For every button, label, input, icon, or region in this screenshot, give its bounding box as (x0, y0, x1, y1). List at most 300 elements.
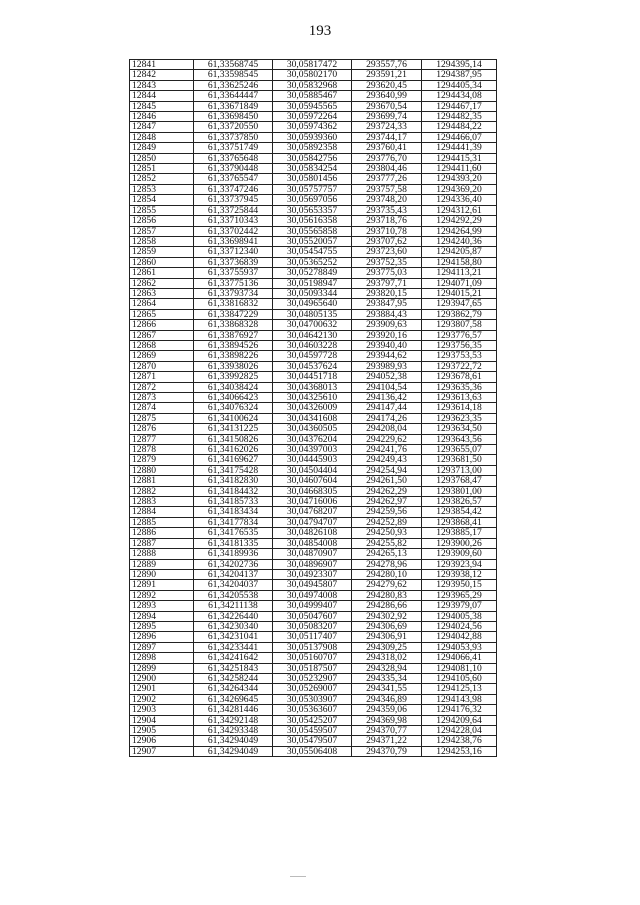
latitude-cell: 61,33712340 (194, 247, 273, 257)
longitude-cell: 30,04360505 (273, 424, 352, 434)
latitude-cell: 61,33876927 (194, 330, 273, 340)
table-row (130, 497, 497, 507)
table-row (130, 299, 497, 309)
y-coordinate-cell: 1293776,57 (422, 330, 497, 340)
y-coordinate-cell: 1294071,09 (422, 278, 497, 288)
table-row (130, 590, 497, 600)
table-row (130, 559, 497, 569)
y-coordinate-cell: 1293681,50 (422, 455, 497, 465)
y-coordinate-cell: 1293854,42 (422, 507, 497, 517)
latitude-cell: 61,34066423 (194, 393, 273, 403)
longitude-cell: 30,04974008 (273, 590, 352, 600)
x-coordinate-cell: 293776,70 (352, 153, 422, 163)
x-coordinate-cell: 294262,97 (352, 497, 422, 507)
longitude-cell: 30,05565858 (273, 226, 352, 236)
latitude-cell: 61,34264344 (194, 684, 273, 694)
point-id-cell: 12877 (130, 434, 194, 444)
longitude-cell: 30,04341608 (273, 413, 352, 423)
table-row (130, 611, 497, 621)
table-row (130, 257, 497, 267)
latitude-cell: 61,34293348 (194, 726, 273, 736)
x-coordinate-cell: 293591,21 (352, 70, 422, 80)
x-coordinate-cell: 293847,95 (352, 299, 422, 309)
point-id-cell: 12903 (130, 705, 194, 715)
point-id-cell: 12882 (130, 486, 194, 496)
point-id-cell: 12861 (130, 268, 194, 278)
latitude-cell: 61,34231041 (194, 632, 273, 642)
x-coordinate-cell: 293777,26 (352, 174, 422, 184)
latitude-cell: 61,34183434 (194, 507, 273, 517)
y-coordinate-cell: 1294081,10 (422, 663, 497, 673)
point-id-cell: 12868 (130, 340, 194, 350)
point-id-cell: 12899 (130, 663, 194, 673)
y-coordinate-cell: 1293623,35 (422, 413, 497, 423)
point-id-cell: 12847 (130, 122, 194, 132)
table-row (130, 153, 497, 163)
table-row (130, 549, 497, 559)
x-coordinate-cell: 294370,77 (352, 726, 422, 736)
latitude-cell: 61,34076324 (194, 403, 273, 413)
table-row (130, 309, 497, 319)
latitude-cell: 61,34182830 (194, 476, 273, 486)
y-coordinate-cell: 1293643,56 (422, 434, 497, 444)
y-coordinate-cell: 1293950,15 (422, 580, 497, 590)
latitude-cell: 61,33737945 (194, 195, 273, 205)
longitude-cell: 30,04445903 (273, 455, 352, 465)
point-id-cell: 12898 (130, 653, 194, 663)
table-row (130, 726, 497, 736)
longitude-cell: 30,05945565 (273, 101, 352, 111)
latitude-cell: 61,33737850 (194, 132, 273, 142)
table-row (130, 184, 497, 194)
longitude-cell: 30,05232907 (273, 673, 352, 683)
x-coordinate-cell: 293710,78 (352, 226, 422, 236)
point-id-cell: 12869 (130, 351, 194, 361)
table-row (130, 60, 497, 70)
longitude-cell: 30,05117407 (273, 632, 352, 642)
table-row (130, 434, 497, 444)
y-coordinate-cell: 1293923,94 (422, 559, 497, 569)
longitude-cell: 30,04642130 (273, 330, 352, 340)
table-row (130, 673, 497, 683)
point-id-cell: 12906 (130, 736, 194, 746)
y-coordinate-cell: 1293655,07 (422, 445, 497, 455)
longitude-cell: 30,04603228 (273, 340, 352, 350)
x-coordinate-cell: 294278,96 (352, 559, 422, 569)
table-row (130, 445, 497, 455)
point-id-cell: 12843 (130, 80, 194, 90)
y-coordinate-cell: 1293862,79 (422, 309, 497, 319)
longitude-cell: 30,05278849 (273, 268, 352, 278)
longitude-cell: 30,05817472 (273, 60, 352, 70)
longitude-cell: 30,04607604 (273, 476, 352, 486)
latitude-cell: 61,34202736 (194, 559, 273, 569)
y-coordinate-cell: 1294228,04 (422, 726, 497, 736)
longitude-cell: 30,05802170 (273, 70, 352, 80)
table-row (130, 486, 497, 496)
point-id-cell: 12905 (130, 726, 194, 736)
y-coordinate-cell: 1293807,58 (422, 320, 497, 330)
y-coordinate-cell: 1294240,36 (422, 236, 497, 246)
x-coordinate-cell: 294104,54 (352, 382, 422, 392)
latitude-cell: 61,34241642 (194, 653, 273, 663)
longitude-cell: 30,04376204 (273, 434, 352, 444)
point-id-cell: 12878 (130, 445, 194, 455)
table-row (130, 684, 497, 694)
table-row (130, 320, 497, 330)
table-body (130, 60, 497, 757)
y-coordinate-cell: 1293768,47 (422, 476, 497, 486)
x-coordinate-cell: 294254,94 (352, 465, 422, 475)
footer-mark (290, 876, 306, 877)
latitude-cell: 61,33598545 (194, 70, 273, 80)
latitude-cell: 61,33847229 (194, 309, 273, 319)
x-coordinate-cell: 294174,26 (352, 413, 422, 423)
latitude-cell: 61,34233441 (194, 642, 273, 652)
y-coordinate-cell: 1294015,21 (422, 288, 497, 298)
y-coordinate-cell: 1294238,76 (422, 736, 497, 746)
point-id-cell: 12850 (130, 153, 194, 163)
point-id-cell: 12896 (130, 632, 194, 642)
table-row (130, 195, 497, 205)
longitude-cell: 30,05974362 (273, 122, 352, 132)
table-row (130, 403, 497, 413)
y-coordinate-cell: 1294209,64 (422, 715, 497, 725)
longitude-cell: 30,04504404 (273, 465, 352, 475)
longitude-cell: 30,04945807 (273, 580, 352, 590)
y-coordinate-cell: 1294176,32 (422, 705, 497, 715)
latitude-cell: 61,34230340 (194, 621, 273, 631)
x-coordinate-cell: 293804,46 (352, 164, 422, 174)
table-row (130, 132, 497, 142)
x-coordinate-cell: 294265,13 (352, 549, 422, 559)
table-row (130, 580, 497, 590)
y-coordinate-cell: 1293826,57 (422, 497, 497, 507)
longitude-cell: 30,05972264 (273, 112, 352, 122)
latitude-cell: 61,34038424 (194, 382, 273, 392)
latitude-cell: 61,33702442 (194, 226, 273, 236)
y-coordinate-cell: 1294466,07 (422, 132, 497, 142)
point-id-cell: 12907 (130, 746, 194, 756)
x-coordinate-cell: 293718,76 (352, 216, 422, 226)
table-row (130, 164, 497, 174)
longitude-cell: 30,05653357 (273, 205, 352, 215)
latitude-cell: 61,34211138 (194, 601, 273, 611)
x-coordinate-cell: 293724,33 (352, 122, 422, 132)
point-id-cell: 12853 (130, 184, 194, 194)
table-row (130, 361, 497, 371)
point-id-cell: 12890 (130, 569, 194, 579)
latitude-cell: 61,34292148 (194, 715, 273, 725)
table-row (130, 601, 497, 611)
x-coordinate-cell: 293989,93 (352, 361, 422, 371)
table-row (130, 705, 497, 715)
x-coordinate-cell: 294147,44 (352, 403, 422, 413)
y-coordinate-cell: 1294405,34 (422, 80, 497, 90)
point-id-cell: 12885 (130, 517, 194, 527)
x-coordinate-cell: 293944,62 (352, 351, 422, 361)
x-coordinate-cell: 294371,22 (352, 736, 422, 746)
table-row (130, 507, 497, 517)
table-row (130, 538, 497, 548)
point-id-cell: 12901 (130, 684, 194, 694)
x-coordinate-cell: 293757,58 (352, 184, 422, 194)
y-coordinate-cell: 1294292,29 (422, 216, 497, 226)
latitude-cell: 61,34184432 (194, 486, 273, 496)
y-coordinate-cell: 1294053,93 (422, 642, 497, 652)
latitude-cell: 61,33644447 (194, 91, 273, 101)
latitude-cell: 61,33938026 (194, 361, 273, 371)
x-coordinate-cell: 294259,56 (352, 507, 422, 517)
longitude-cell: 30,05757757 (273, 184, 352, 194)
x-coordinate-cell: 294229,62 (352, 434, 422, 444)
longitude-cell: 30,04854008 (273, 538, 352, 548)
y-coordinate-cell: 1293753,53 (422, 351, 497, 361)
longitude-cell: 30,05459507 (273, 726, 352, 736)
y-coordinate-cell: 1293634,50 (422, 424, 497, 434)
point-id-cell: 12891 (130, 580, 194, 590)
longitude-cell: 30,05269007 (273, 684, 352, 694)
table-row (130, 91, 497, 101)
x-coordinate-cell: 294328,94 (352, 663, 422, 673)
point-id-cell: 12867 (130, 330, 194, 340)
point-id-cell: 12872 (130, 382, 194, 392)
point-id-cell: 12854 (130, 195, 194, 205)
y-coordinate-cell: 1293613,63 (422, 393, 497, 403)
y-coordinate-cell: 1294395,14 (422, 60, 497, 70)
point-id-cell: 12844 (130, 91, 194, 101)
x-coordinate-cell: 294250,93 (352, 528, 422, 538)
y-coordinate-cell: 1294312,61 (422, 205, 497, 215)
point-id-cell: 12870 (130, 361, 194, 371)
longitude-cell: 30,04668305 (273, 486, 352, 496)
longitude-cell: 30,04870907 (273, 549, 352, 559)
point-id-cell: 12856 (130, 216, 194, 226)
longitude-cell: 30,04805135 (273, 309, 352, 319)
table-row (130, 226, 497, 236)
y-coordinate-cell: 1294484,22 (422, 122, 497, 132)
longitude-cell: 30,05832968 (273, 80, 352, 90)
latitude-cell: 61,34176535 (194, 528, 273, 538)
table-row (130, 621, 497, 631)
longitude-cell: 30,04326009 (273, 403, 352, 413)
table-row (130, 278, 497, 288)
longitude-cell: 30,04325610 (273, 393, 352, 403)
point-id-cell: 12893 (130, 601, 194, 611)
x-coordinate-cell: 293707,62 (352, 236, 422, 246)
table-row (130, 736, 497, 746)
latitude-cell: 61,33775136 (194, 278, 273, 288)
x-coordinate-cell: 294309,25 (352, 642, 422, 652)
y-coordinate-cell: 1293801,00 (422, 486, 497, 496)
y-coordinate-cell: 1293947,65 (422, 299, 497, 309)
table-row (130, 569, 497, 579)
coordinates-table (129, 59, 497, 757)
latitude-cell: 61,34204137 (194, 569, 273, 579)
latitude-cell: 61,34185733 (194, 497, 273, 507)
y-coordinate-cell: 1293614,18 (422, 403, 497, 413)
x-coordinate-cell: 293775,03 (352, 268, 422, 278)
latitude-cell: 61,33992825 (194, 372, 273, 382)
table-row (130, 715, 497, 725)
y-coordinate-cell: 1294205,87 (422, 247, 497, 257)
latitude-cell: 61,34131225 (194, 424, 273, 434)
latitude-cell: 61,34281446 (194, 705, 273, 715)
point-id-cell: 12888 (130, 549, 194, 559)
latitude-cell: 61,33894526 (194, 340, 273, 350)
latitude-cell: 61,33725844 (194, 205, 273, 215)
y-coordinate-cell: 1294024,56 (422, 621, 497, 631)
y-coordinate-cell: 1294411,60 (422, 164, 497, 174)
x-coordinate-cell: 293884,43 (352, 309, 422, 319)
x-coordinate-cell: 293640,99 (352, 91, 422, 101)
table-row (130, 653, 497, 663)
table-row (130, 372, 497, 382)
y-coordinate-cell: 1294113,21 (422, 268, 497, 278)
longitude-cell: 30,04537624 (273, 361, 352, 371)
point-id-cell: 12841 (130, 60, 194, 70)
point-id-cell: 12848 (130, 132, 194, 142)
longitude-cell: 30,05160707 (273, 653, 352, 663)
x-coordinate-cell: 294241,76 (352, 445, 422, 455)
point-id-cell: 12866 (130, 320, 194, 330)
longitude-cell: 30,05479507 (273, 736, 352, 746)
point-id-cell: 12857 (130, 226, 194, 236)
y-coordinate-cell: 1294336,40 (422, 195, 497, 205)
x-coordinate-cell: 293940,40 (352, 340, 422, 350)
longitude-cell: 30,04794707 (273, 517, 352, 527)
point-id-cell: 12904 (130, 715, 194, 725)
point-id-cell: 12864 (130, 299, 194, 309)
latitude-cell: 61,33671849 (194, 101, 273, 111)
point-id-cell: 12851 (130, 164, 194, 174)
point-id-cell: 12873 (130, 393, 194, 403)
longitude-cell: 30,05047607 (273, 611, 352, 621)
table-row (130, 382, 497, 392)
point-id-cell: 12875 (130, 413, 194, 423)
latitude-cell: 61,33793734 (194, 288, 273, 298)
latitude-cell: 61,33898226 (194, 351, 273, 361)
point-id-cell: 12862 (130, 278, 194, 288)
table-row (130, 247, 497, 257)
y-coordinate-cell: 1294066,41 (422, 653, 497, 663)
latitude-cell: 61,33568745 (194, 60, 273, 70)
x-coordinate-cell: 293723,60 (352, 247, 422, 257)
longitude-cell: 30,04597728 (273, 351, 352, 361)
y-coordinate-cell: 1293979,07 (422, 601, 497, 611)
point-id-cell: 12887 (130, 538, 194, 548)
table-row (130, 413, 497, 423)
x-coordinate-cell: 294052,38 (352, 372, 422, 382)
table-row (130, 632, 497, 642)
y-coordinate-cell: 1294369,20 (422, 184, 497, 194)
table-row (130, 340, 497, 350)
x-coordinate-cell: 294261,50 (352, 476, 422, 486)
x-coordinate-cell: 294369,98 (352, 715, 422, 725)
longitude-cell: 30,05616358 (273, 216, 352, 226)
table-row (130, 393, 497, 403)
latitude-cell: 61,33765547 (194, 174, 273, 184)
x-coordinate-cell: 293735,43 (352, 205, 422, 215)
latitude-cell: 61,33816832 (194, 299, 273, 309)
point-id-cell: 12865 (130, 309, 194, 319)
x-coordinate-cell: 294280,10 (352, 569, 422, 579)
x-coordinate-cell: 294255,82 (352, 538, 422, 548)
y-coordinate-cell: 1293868,41 (422, 517, 497, 527)
latitude-cell: 61,34204037 (194, 580, 273, 590)
latitude-cell: 61,34150826 (194, 434, 273, 444)
latitude-cell: 61,34100624 (194, 413, 273, 423)
x-coordinate-cell: 294341,55 (352, 684, 422, 694)
table-row (130, 528, 497, 538)
latitude-cell: 61,33720550 (194, 122, 273, 132)
table-row (130, 642, 497, 652)
y-coordinate-cell: 1293938,12 (422, 569, 497, 579)
latitude-cell: 61,34226440 (194, 611, 273, 621)
point-id-cell: 12842 (130, 70, 194, 80)
y-coordinate-cell: 1294158,80 (422, 257, 497, 267)
point-id-cell: 12858 (130, 236, 194, 246)
x-coordinate-cell: 293699,74 (352, 112, 422, 122)
y-coordinate-cell: 1294415,31 (422, 153, 497, 163)
longitude-cell: 30,05454755 (273, 247, 352, 257)
point-id-cell: 12859 (130, 247, 194, 257)
point-id-cell: 12900 (130, 673, 194, 683)
latitude-cell: 61,34294049 (194, 736, 273, 746)
point-id-cell: 12852 (130, 174, 194, 184)
point-id-cell: 12871 (130, 372, 194, 382)
table-row (130, 351, 497, 361)
table-row (130, 288, 497, 298)
x-coordinate-cell: 294136,42 (352, 393, 422, 403)
y-coordinate-cell: 1294264,99 (422, 226, 497, 236)
longitude-cell: 30,05137908 (273, 642, 352, 652)
point-id-cell: 12894 (130, 611, 194, 621)
table-row (130, 746, 497, 756)
point-id-cell: 12863 (130, 288, 194, 298)
longitude-cell: 30,05892358 (273, 143, 352, 153)
latitude-cell: 61,33765648 (194, 153, 273, 163)
point-id-cell: 12876 (130, 424, 194, 434)
longitude-cell: 30,04999407 (273, 601, 352, 611)
x-coordinate-cell: 293748,20 (352, 195, 422, 205)
table-row (130, 174, 497, 184)
y-coordinate-cell: 1294143,98 (422, 694, 497, 704)
point-id-cell: 12846 (130, 112, 194, 122)
point-id-cell: 12881 (130, 476, 194, 486)
longitude-cell: 30,05506408 (273, 746, 352, 756)
longitude-cell: 30,05187507 (273, 663, 352, 673)
table-row (130, 694, 497, 704)
latitude-cell: 61,33710343 (194, 216, 273, 226)
y-coordinate-cell: 1293885,17 (422, 528, 497, 538)
latitude-cell: 61,33698941 (194, 236, 273, 246)
latitude-cell: 61,34181335 (194, 538, 273, 548)
x-coordinate-cell: 294359,06 (352, 705, 422, 715)
table-row (130, 330, 497, 340)
longitude-cell: 30,05093344 (273, 288, 352, 298)
longitude-cell: 30,04923307 (273, 569, 352, 579)
latitude-cell: 61,34169627 (194, 455, 273, 465)
y-coordinate-cell: 1294005,38 (422, 611, 497, 621)
x-coordinate-cell: 293820,15 (352, 288, 422, 298)
point-id-cell: 12892 (130, 590, 194, 600)
table-row (130, 143, 497, 153)
longitude-cell: 30,05885467 (273, 91, 352, 101)
y-coordinate-cell: 1294105,60 (422, 673, 497, 683)
longitude-cell: 30,04716006 (273, 497, 352, 507)
y-coordinate-cell: 1293635,36 (422, 382, 497, 392)
